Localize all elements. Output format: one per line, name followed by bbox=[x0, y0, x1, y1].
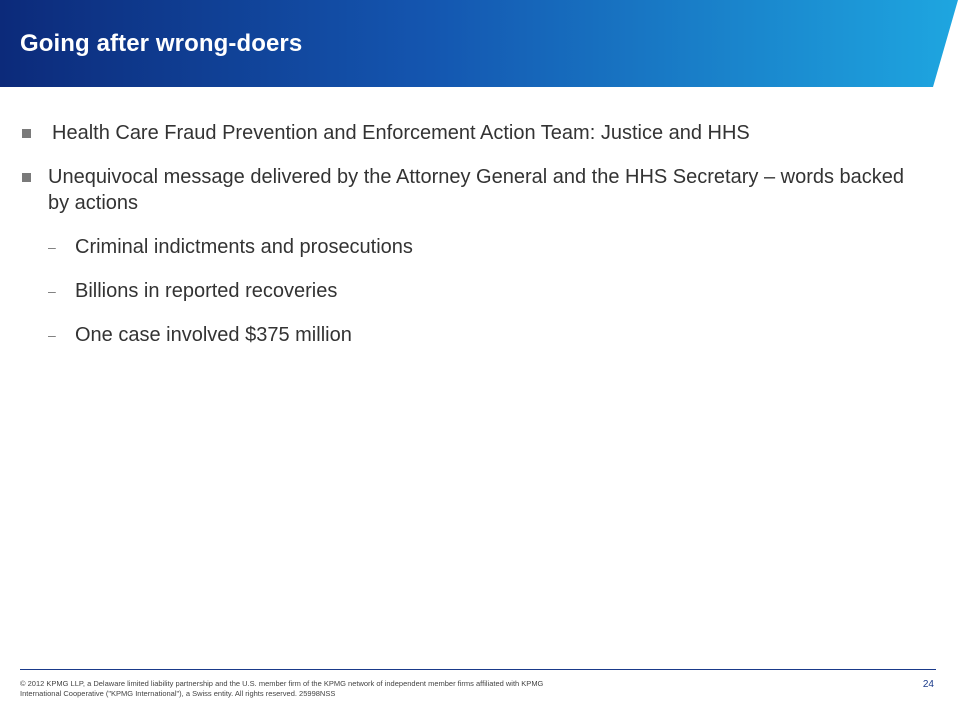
sub-bullet-item bbox=[20, 234, 930, 260]
square-bullet-icon bbox=[22, 129, 31, 138]
square-bullet-icon bbox=[22, 173, 31, 182]
footer-copyright: © 2012 KPMG LLP, a Delaware limited liability partnership and the U.S. member firm of the KPMG network of independent member firms affiliated with KPMG International Cooperative ("KPMG International"), a Swiss entity. All rights reserved. 25998NSS bbox=[20, 679, 544, 698]
bullet-text: Health Care Fraud Prevention and Enforcement Action Team: Justice and HHS bbox=[52, 122, 750, 144]
footer-divider bbox=[20, 669, 936, 670]
sub-bullet-text: Criminal indictments and prosecutions bbox=[75, 236, 413, 258]
dash-bullet-icon: – bbox=[48, 283, 56, 299]
sub-bullet-text: Billions in reported recoveries bbox=[75, 280, 338, 302]
page-title: Going after wrong-doers bbox=[20, 30, 303, 57]
bullet-item bbox=[20, 120, 930, 146]
bullet-text: Unequivocal message delivered by the Attorney General and the HHS Secretary – words backed by actions bbox=[48, 166, 905, 214]
bullet-item bbox=[20, 164, 930, 216]
slide-body bbox=[20, 120, 930, 366]
dash-bullet-icon: – bbox=[48, 327, 56, 343]
sub-bullet-item bbox=[20, 322, 930, 348]
dash-bullet-icon: – bbox=[48, 239, 56, 255]
sub-bullet-text: One case involved $375 million bbox=[75, 324, 352, 346]
page-number: 24 bbox=[922, 679, 934, 690]
sub-bullet-item bbox=[20, 278, 930, 304]
